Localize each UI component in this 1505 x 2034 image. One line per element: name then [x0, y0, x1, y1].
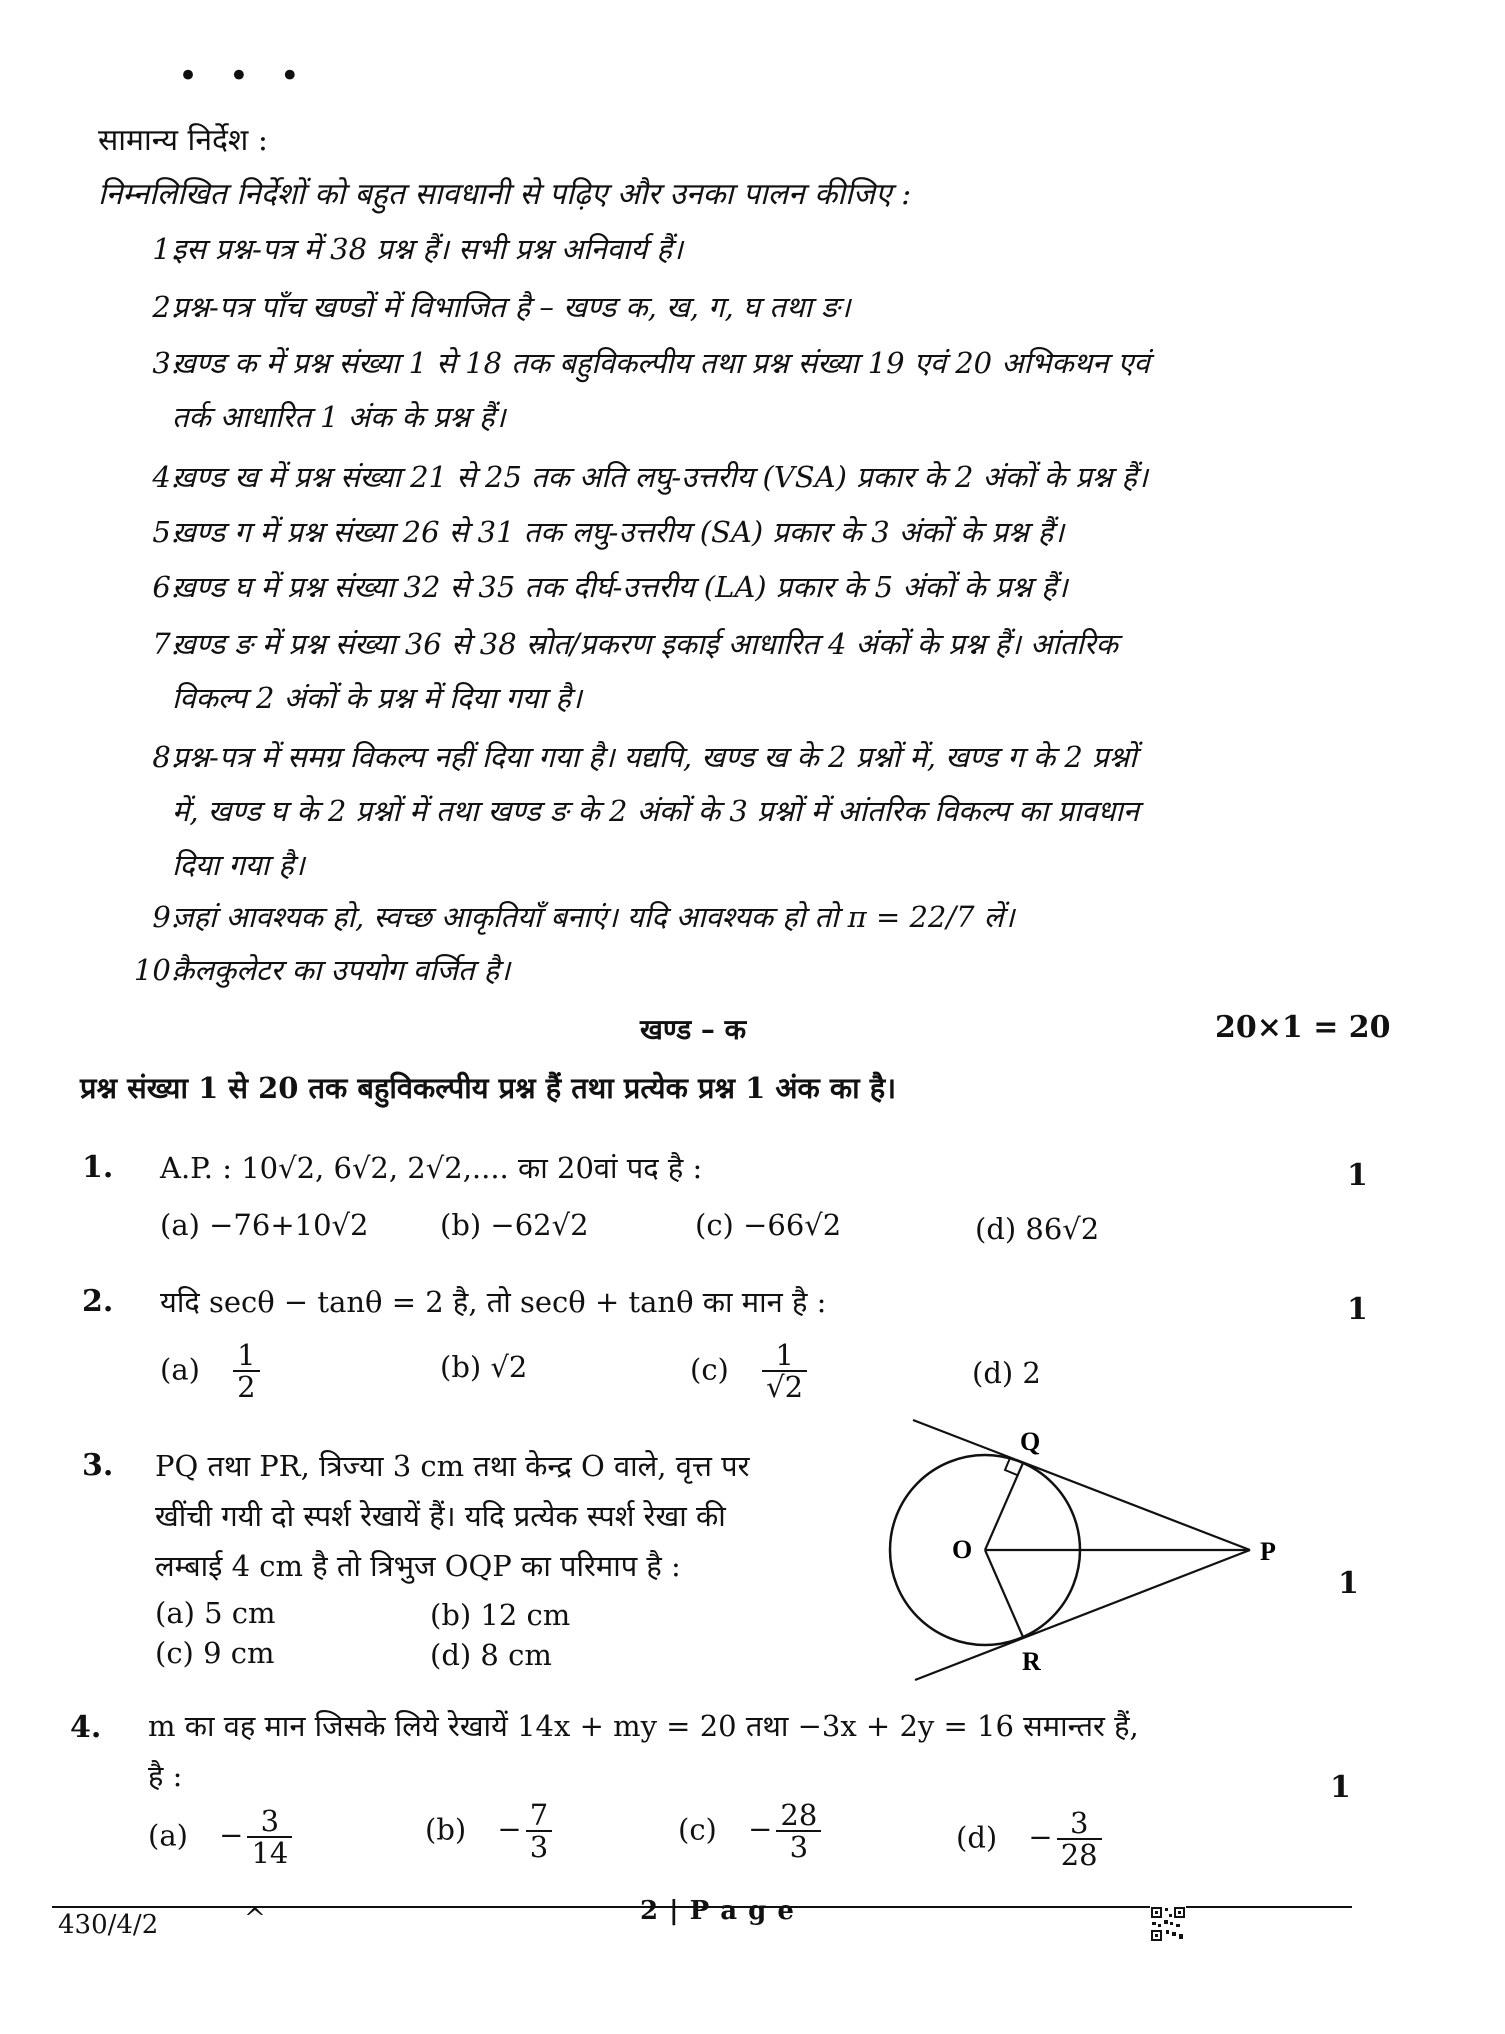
- instruction-number: 6.: [152, 570, 180, 604]
- instruction-text: कैलकुलेटर का उपयोग वर्जित है।: [172, 953, 511, 987]
- instruction-number: 2.: [152, 290, 180, 324]
- fraction: [776, 1800, 821, 1863]
- question-marks: 1: [1347, 1158, 1368, 1193]
- caret-mark: ^: [244, 1904, 266, 1934]
- instruction-item: [110, 505, 1430, 559]
- section-description: प्रश्न संख्या 1 से 20 तक बहुविकल्पीय प्रश्न हैं तथा प्रत्येक प्रश्न 1 अंक का है।: [80, 1071, 897, 1105]
- question-text: m का वह मान जिसके लिये रेखायें 14x + my = 20 तथा −3x + 2y = 16 समान्तर हैं,: [148, 1709, 1139, 1743]
- option-c: (c) 9 cm: [155, 1636, 275, 1670]
- option-b: (b) 12 cm: [430, 1598, 571, 1632]
- fraction: [526, 1800, 552, 1863]
- minus-sign: −: [1028, 1820, 1053, 1855]
- option-b: (b) −62√2: [440, 1208, 589, 1242]
- radius-or: [985, 1550, 1023, 1637]
- option-b: [425, 1800, 556, 1863]
- instruction-item: [110, 730, 1430, 892]
- label-o: O: [952, 1535, 973, 1564]
- instruction-item: [110, 943, 1430, 997]
- instruction-item: [110, 222, 1430, 276]
- tangent-circle-figure: [860, 1410, 1300, 1700]
- option-d: (d) 8 cm: [430, 1638, 552, 1672]
- option-a: [160, 1340, 264, 1403]
- minus-sign: −: [219, 1818, 244, 1853]
- question-marks: 1: [1347, 1292, 1368, 1327]
- top-dots: • • •: [178, 56, 310, 96]
- option-d: (d) 86√2: [975, 1212, 1100, 1246]
- instruction-text: खण्ड ग में प्रश्न संख्या 26 से 31 तक लघु-उत्तरीय (SA) प्रकार के 3 अंकों के प्रश्न हैं।: [172, 515, 1065, 549]
- question-text-cont: लम्बाई 4 cm है तो त्रिभुज OQP का परिमाप है :: [155, 1549, 681, 1583]
- instruction-item: [110, 890, 1430, 944]
- label-r: R: [1022, 1647, 1041, 1676]
- option-a: (a) −76+10√2: [160, 1208, 369, 1242]
- question-number: 3.: [82, 1448, 114, 1483]
- instruction-text: इस प्रश्न-पत्र में 38 प्रश्न हैं। सभी प्रश्न अनिवार्य हैं।: [172, 232, 683, 266]
- instruction-number: 10.: [133, 953, 180, 987]
- instruction-number: 3.: [152, 346, 180, 380]
- numerator: 3: [1057, 1808, 1102, 1840]
- question-number: 4.: [70, 1710, 102, 1745]
- paper-code: 430/4/2: [58, 1910, 159, 1940]
- instruction-item: [110, 617, 1430, 725]
- section-marks: 20×1 = 20: [1215, 1010, 1391, 1045]
- numerator: 3: [247, 1806, 292, 1838]
- option-label: (c): [690, 1352, 729, 1387]
- instruction-number: 1.: [152, 232, 180, 266]
- numerator: 1: [233, 1340, 259, 1372]
- instruction-text: खण्ड घ में प्रश्न संख्या 32 से 35 तक दीर्घ-उत्तरीय (LA) प्रकार के 5 अंकों के प्रश्न हैं।: [172, 570, 1068, 604]
- denominator: 28: [1060, 1838, 1098, 1873]
- page-number: 2 | P a g e: [640, 1896, 795, 1926]
- option-label: (d): [956, 1820, 998, 1855]
- numerator: 28: [776, 1800, 821, 1832]
- option-a: [148, 1806, 296, 1869]
- option-c: (c) −66√2: [695, 1208, 842, 1242]
- tangent-line-pq: [913, 1420, 1250, 1550]
- fraction: [1057, 1808, 1102, 1871]
- instructions-intro: निम्नलिखित निर्देशों को बहुत सावधानी से पढ़िए और उनका पालन कीजिए :: [98, 177, 912, 212]
- instruction-text-cont: दिया गया है।: [172, 848, 305, 882]
- question-marks: 1: [1330, 1770, 1351, 1805]
- question-number: 2.: [82, 1284, 114, 1319]
- instruction-text: प्रश्न-पत्र पाँच खण्डों में विभाजित है – खण्ड क, ख, ग, घ तथा ङ।: [172, 290, 851, 324]
- denominator: 2: [237, 1370, 256, 1405]
- minus-sign: −: [748, 1812, 773, 1847]
- instruction-item: [110, 560, 1430, 614]
- option-d: (d) 2: [972, 1356, 1041, 1390]
- minus-sign: −: [497, 1812, 522, 1847]
- option-label: (a): [148, 1818, 188, 1853]
- fraction: [762, 1340, 807, 1403]
- question-marks: 1: [1338, 1566, 1359, 1601]
- numerator: 7: [526, 1800, 552, 1832]
- label-q: Q: [1020, 1427, 1041, 1456]
- option-c: [678, 1800, 825, 1863]
- option-b: (b) √2: [440, 1350, 528, 1384]
- fraction: [247, 1806, 292, 1869]
- instruction-item: [110, 336, 1430, 444]
- option-a: (a) 5 cm: [155, 1596, 276, 1630]
- question-text: PQ तथा PR, त्रिज्या 3 cm तथा केन्द्र O वाले, वृत्त पर: [155, 1449, 750, 1483]
- instruction-text: खण्ड ङ में प्रश्न संख्या 36 से 38 स्रोत/प्रकरण इकाई आधारित 4 अंकों के प्रश्न हैं। आंतरिक: [172, 627, 1118, 661]
- instruction-number: 7.: [152, 627, 180, 661]
- instruction-text-cont: तर्क आधारित 1 अंक के प्रश्न हैं।: [172, 400, 506, 434]
- instruction-item: [110, 280, 1430, 334]
- option-d: [956, 1808, 1106, 1871]
- label-p: P: [1260, 1537, 1276, 1566]
- instruction-item: [110, 450, 1430, 504]
- option-label: (a): [160, 1352, 200, 1387]
- tangent-line-pr: [915, 1550, 1250, 1680]
- qr-code-icon: [1150, 1906, 1186, 1942]
- instruction-text: खण्ड ख में प्रश्न संख्या 21 से 25 तक अति लघु-उत्तरीय (VSA) प्रकार के 2 अंकों के प्रश्न हैं।: [172, 460, 1148, 494]
- question-text-cont: खींची गयी दो स्पर्श रेखायें हैं। यदि प्रत्येक स्पर्श रेखा की: [155, 1499, 726, 1533]
- instruction-number: 4.: [152, 460, 180, 494]
- instruction-number: 8.: [152, 740, 180, 774]
- fraction: [233, 1340, 259, 1403]
- instruction-number: 5.: [152, 515, 180, 549]
- section-title: खण्ड – क: [640, 1013, 747, 1046]
- general-instructions-heading: सामान्य निर्देश :: [98, 123, 268, 158]
- question-text-cont: है :: [148, 1759, 183, 1793]
- question-text: यदि secθ − tanθ = 2 है, तो secθ + tanθ का मान है :: [160, 1285, 827, 1319]
- question-text: A.P. : 10√2, 6√2, 2√2,.... का 20वां पद है :: [160, 1151, 703, 1185]
- denominator: √2: [766, 1370, 804, 1405]
- instruction-text-cont: में, खण्ड घ के 2 प्रश्नों में तथा खण्ड ङ के 2 अंकों के 3 प्रश्नों में आंतरिक विकल्प का प्रावधान: [172, 794, 1139, 828]
- question-number: 1.: [82, 1150, 114, 1185]
- instruction-text-cont: विकल्प 2 अंकों के प्रश्न में दिया गया है।: [172, 681, 582, 715]
- denominator: 3: [789, 1830, 809, 1865]
- denominator: 14: [251, 1836, 289, 1871]
- denominator: 3: [529, 1830, 549, 1865]
- instruction-text: प्रश्न-पत्र में समग्र विकल्प नहीं दिया गया है। यद्यपि, खण्ड ख के 2 प्रश्नों में, खण्ड ग के 2 प्रश्नों: [172, 740, 1137, 774]
- option-label: (c): [678, 1812, 717, 1847]
- numerator: 1: [762, 1340, 807, 1372]
- instruction-text: जहां आवश्यक हो, स्वच्छ आकृतियाँ बनाएं। यदि आवश्यक हो तो π = 22/7 लें।: [172, 900, 1015, 934]
- instruction-number: 9.: [152, 900, 180, 934]
- option-label: (b): [425, 1812, 467, 1847]
- option-c: [690, 1340, 811, 1403]
- instruction-text: खण्ड क में प्रश्न संख्या 1 से 18 तक बहुविकल्पीय तथा प्रश्न संख्या 19 एवं 20 अभिकथन एवं: [172, 346, 1150, 380]
- radius-oq: [985, 1463, 1023, 1550]
